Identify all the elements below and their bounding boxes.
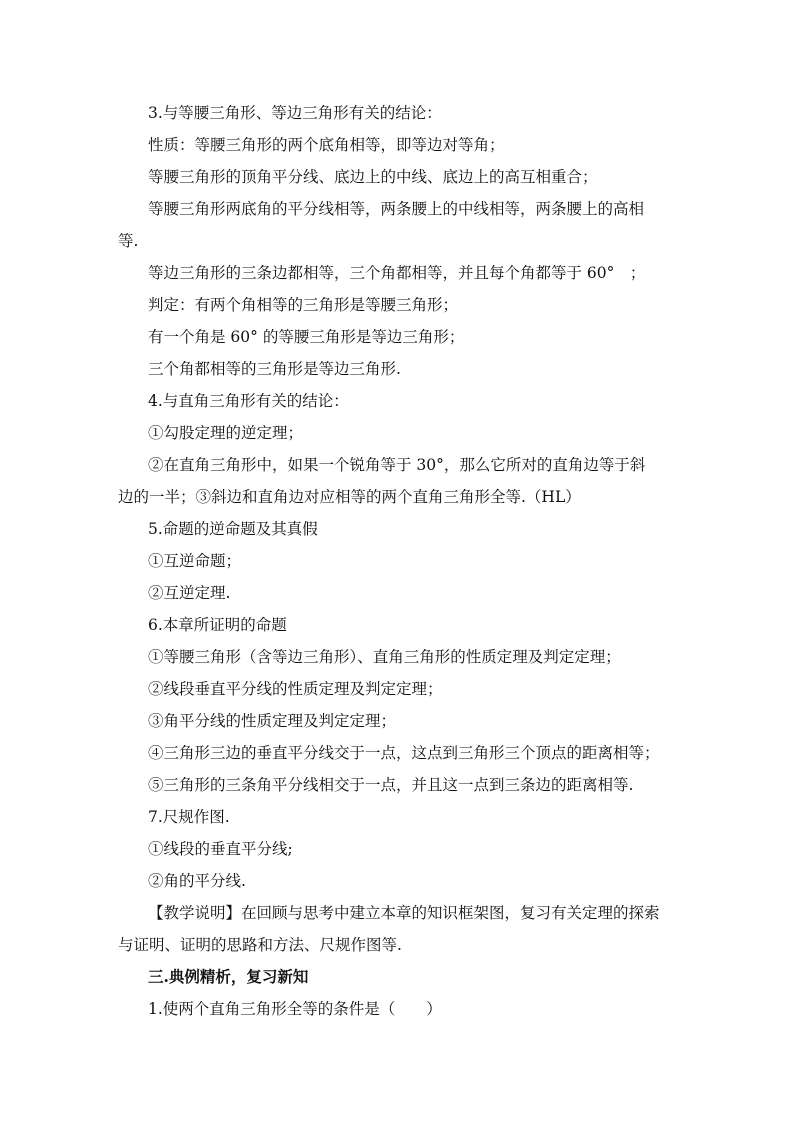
question-1: 1.使两个直角三角形全等的条件是（ ） (148, 1000, 442, 1018)
section-heading-examples: 三.典例精析，复习新知 (148, 967, 309, 986)
text-line: ②角的平分线. (148, 872, 246, 890)
text-line: 等腰三角形的顶角平分线、底边上的中线、底边上的高互相重合； (148, 168, 598, 186)
text-line: 等腰三角形两底角的平分线相等，两条腰上的中线相等，两条腰上的高相 (148, 200, 645, 218)
section-7-heading: 7.尺规作图. (148, 808, 230, 826)
text-line: 等边三角形的三条边都相等，三个角都相等，并且每个角都等于 60° ； (148, 264, 646, 282)
section-3-heading: 3.与等腰三角形、等边三角形有关的结论： (148, 104, 442, 122)
text-line: 判定：有两个角相等的三角形是等腰三角形； (148, 296, 459, 314)
text-line: 边的一半；③斜边和直角边对应相等的两个直角三角形全等.（HL） (118, 488, 581, 506)
section-5-heading: 5.命题的逆命题及其真假 (148, 520, 318, 538)
text-line: ①线段的垂直平分线; (148, 840, 293, 858)
text-line: 等. (118, 232, 139, 250)
teaching-note-continuation: 与证明、证明的思路和方法、尺规作图等. (118, 936, 402, 954)
document-body (118, 97, 678, 1025)
text-line: ③角平分线的性质定理及判定定理； (148, 712, 397, 730)
section-6-heading: 6.本章所证明的命题 (148, 616, 287, 634)
text-line: ②在直角三角形中，如果一个锐角等于 30°，那么它所对的直角边等于斜 (148, 456, 646, 474)
text-line: 有一个角是 60° 的等腰三角形是等边三角形； (148, 328, 465, 346)
text-line: ①勾股定理的逆定理； (148, 424, 304, 442)
text-line: ⑤三角形的三条角平分线相交于一点，并且这一点到三条边的距离相等. (148, 776, 634, 794)
teaching-note: 【教学说明】在回顾与思考中建立本章的知识框架图，复习有关定理的探索 (148, 904, 660, 922)
text-line: ①等腰三角形（含等边三角形）、直角三角形的性质定理及判定定理； (148, 648, 621, 666)
text-line: ②线段垂直平分线的性质定理及判定定理； (148, 680, 443, 698)
text-line: 性质：等腰三角形的两个底角相等，即等边对等角； (148, 136, 505, 154)
section-4-heading: 4.与直角三角形有关的结论： (148, 392, 349, 410)
text-line: 三个角都相等的三角形是等边三角形. (148, 360, 401, 378)
text-line: ④三角形三边的垂直平分线交于一点，这点到三角形三个顶点的距离相等； (148, 744, 660, 762)
text-line: ①互逆命题； (148, 552, 242, 570)
text-line: ②互逆定理. (148, 584, 231, 602)
